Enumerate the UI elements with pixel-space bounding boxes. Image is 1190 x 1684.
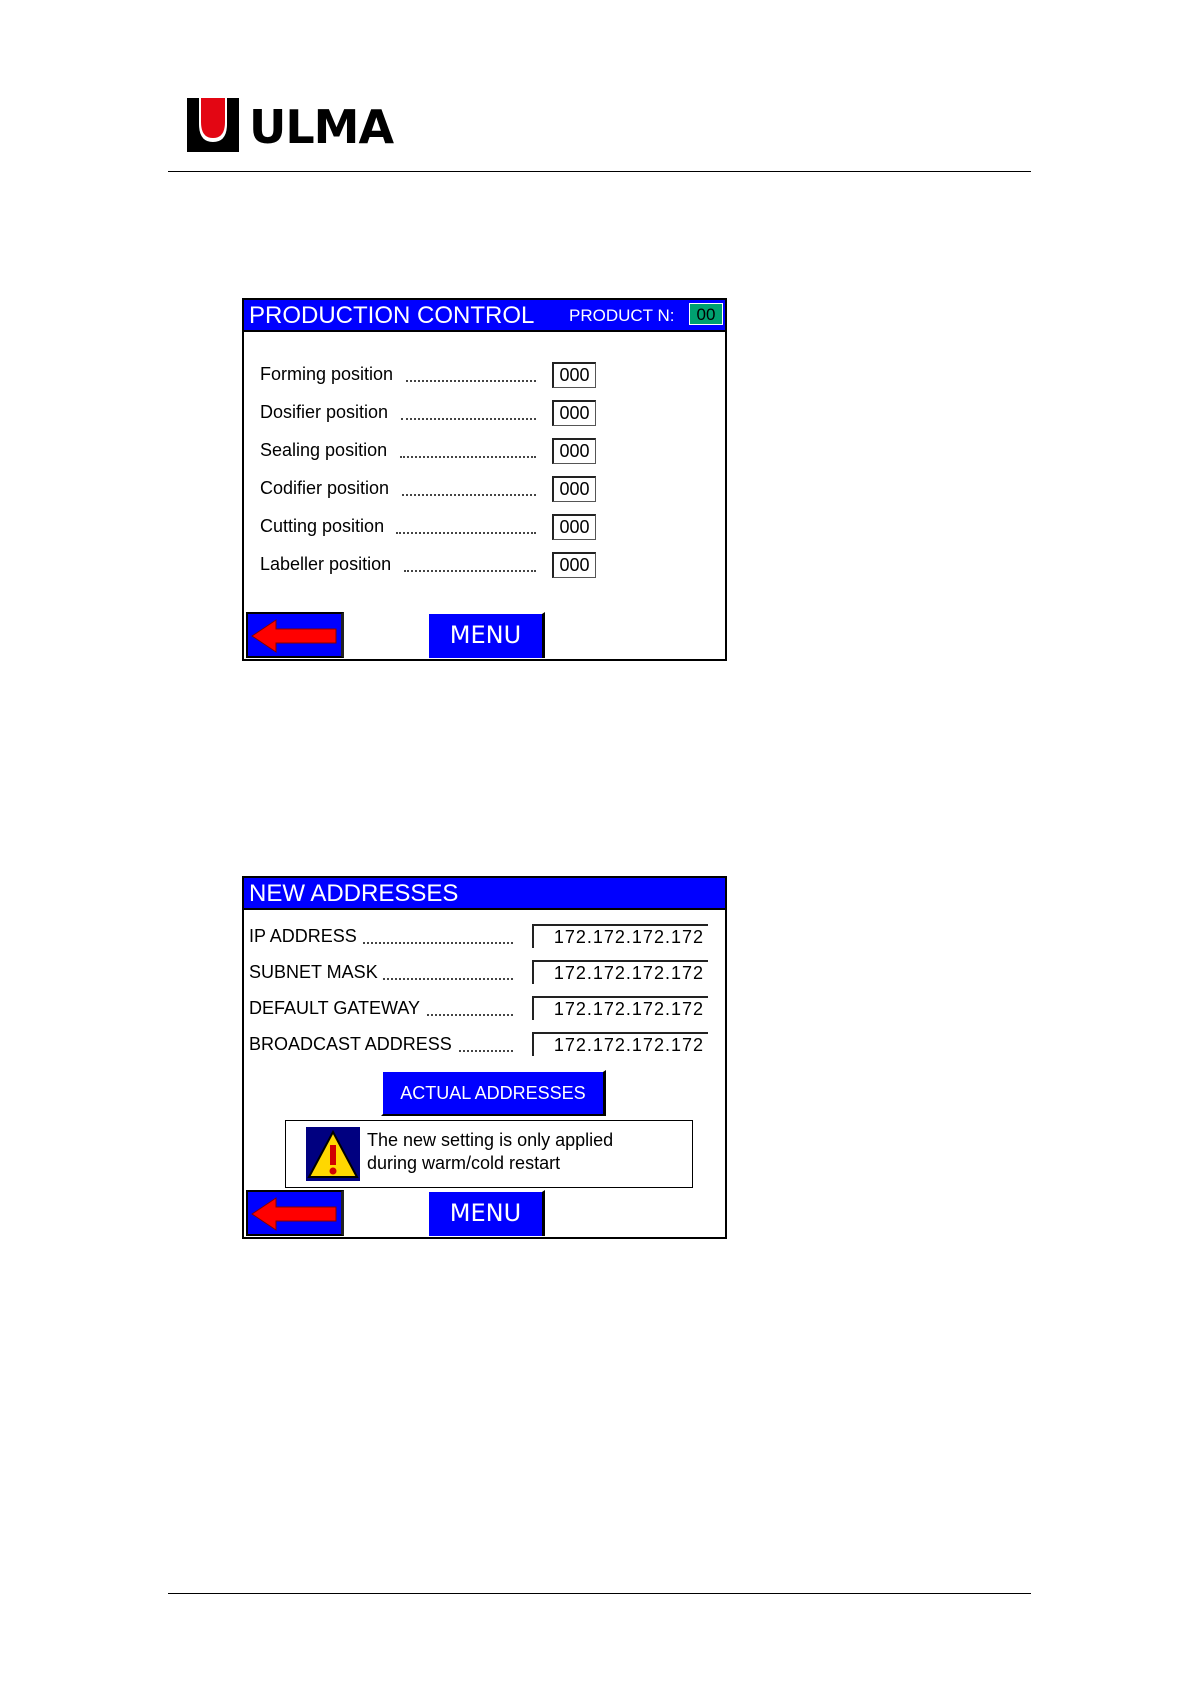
cutting-position-field[interactable]: 000 <box>552 514 596 540</box>
cutting-label: Cutting position <box>260 516 385 536</box>
forming-row <box>260 362 610 392</box>
title-bar <box>244 300 725 332</box>
back-button[interactable] <box>246 612 344 658</box>
dosifier-position-field[interactable]: 000 <box>552 400 596 426</box>
sealing-row <box>260 438 610 468</box>
codifier-row <box>260 476 610 506</box>
sealing-position-field[interactable]: 000 <box>552 438 596 464</box>
labeller-label: Labeller position <box>260 554 392 574</box>
dosifier-row <box>260 400 610 430</box>
leader-dots <box>402 476 536 496</box>
menu-button[interactable]: MENU <box>427 1190 545 1236</box>
ip-address-field[interactable]: 172.172.172.172 <box>532 924 708 948</box>
leader-dots <box>404 552 536 572</box>
leader-dots <box>406 362 536 382</box>
back-button[interactable] <box>246 1190 344 1236</box>
leader-dots <box>401 400 536 420</box>
back-arrow-icon <box>250 616 340 656</box>
screen-title: NEW ADDRESSES <box>249 880 459 907</box>
screen-title: PRODUCTION CONTROL <box>249 302 535 329</box>
leader-dots <box>383 960 513 980</box>
brand-name: ULMA <box>249 100 394 154</box>
warning-line-1: The new setting is only applied <box>367 1130 614 1150</box>
cutting-row <box>260 514 610 544</box>
forming-position-field[interactable]: 000 <box>552 362 596 388</box>
broadcast-address-label: BROADCAST ADDRESS <box>249 1034 452 1054</box>
header-rule <box>168 171 1031 172</box>
actual-addresses-button[interactable]: ACTUAL ADDRESSES <box>381 1070 606 1116</box>
labeller-row <box>260 552 610 582</box>
leader-dots <box>400 438 536 458</box>
default-gateway-label: DEFAULT GATEWAY <box>249 998 421 1018</box>
production-control-screen <box>242 298 727 661</box>
codifier-position-field[interactable]: 000 <box>552 476 596 502</box>
leader-dots <box>459 1032 513 1052</box>
ulma-logo-mark-icon <box>187 98 239 152</box>
product-number-value[interactable]: 00 <box>689 303 723 325</box>
broadcast-address-field[interactable]: 172.172.172.172 <box>532 1032 708 1056</box>
restart-warning <box>285 1120 693 1188</box>
warning-icon <box>306 1127 360 1181</box>
broadcast-address-row <box>249 1032 719 1062</box>
leader-dots <box>363 924 513 944</box>
codifier-label: Codifier position <box>260 478 390 498</box>
subnet-mask-field[interactable]: 172.172.172.172 <box>532 960 708 984</box>
sealing-label: Sealing position <box>260 440 388 460</box>
labeller-position-field[interactable]: 000 <box>552 552 596 578</box>
ip-address-label: IP ADDRESS <box>249 926 357 946</box>
menu-button[interactable]: MENU <box>427 612 545 658</box>
dosifier-label: Dosifier position <box>260 402 389 422</box>
ulma-logo <box>187 98 407 154</box>
new-addresses-screen <box>242 876 727 1239</box>
leader-dots <box>427 996 513 1016</box>
leader-dots <box>396 514 536 534</box>
back-arrow-icon <box>250 1194 340 1234</box>
warning-message <box>367 1129 613 1175</box>
default-gateway-field[interactable]: 172.172.172.172 <box>532 996 708 1020</box>
warning-line-2: during warm/cold restart <box>367 1153 561 1173</box>
title-bar <box>244 878 725 910</box>
footer-rule <box>168 1593 1031 1594</box>
subnet-mask-label: SUBNET MASK <box>249 962 378 982</box>
subnet-mask-row <box>249 960 719 990</box>
ip-address-row <box>249 924 719 954</box>
forming-label: Forming position <box>260 364 394 384</box>
product-number-label: PRODUCT N: <box>569 306 675 325</box>
default-gateway-row <box>249 996 719 1026</box>
